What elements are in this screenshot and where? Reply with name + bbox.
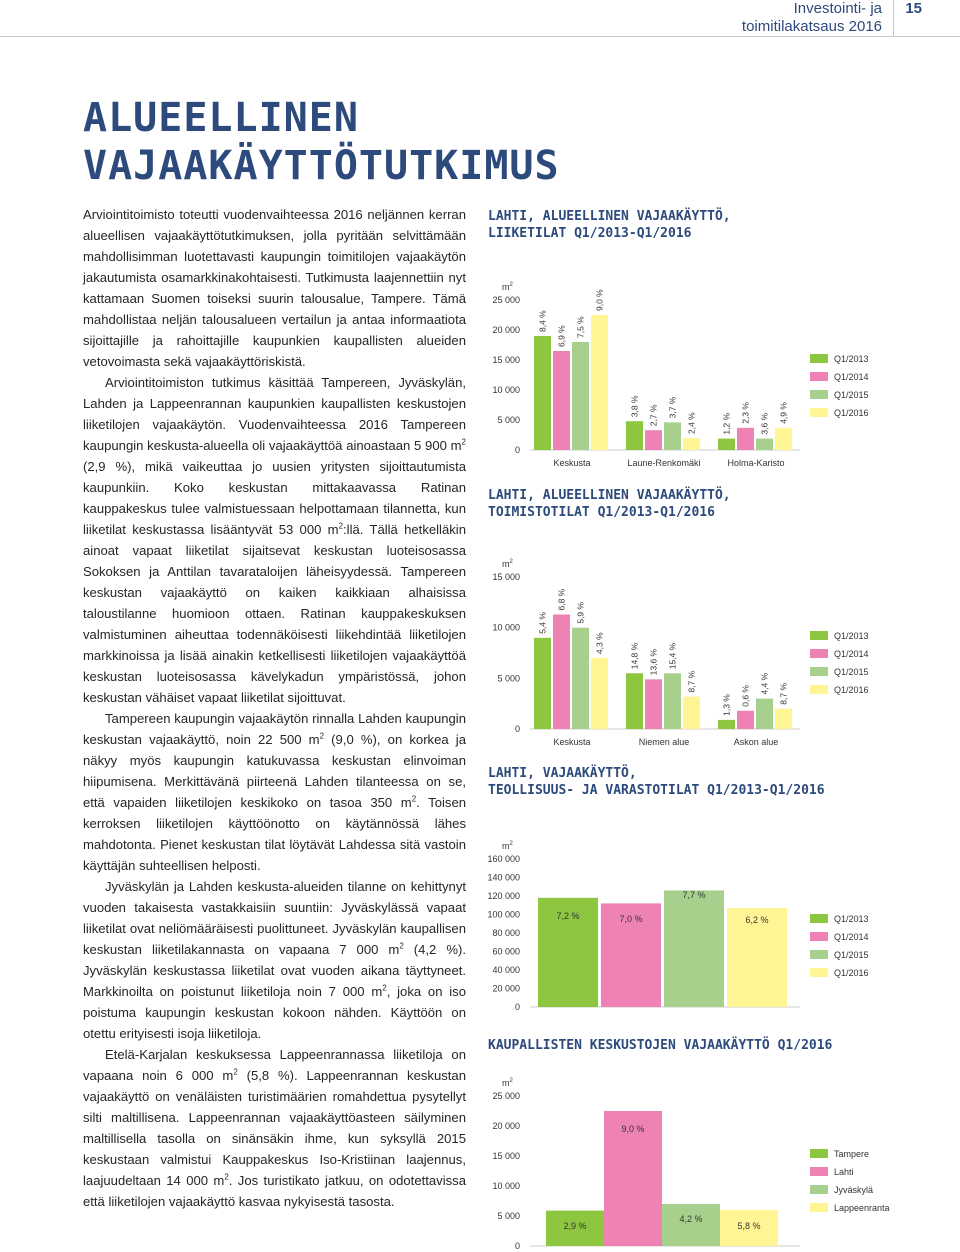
chart-title-line2: TOIMISTOTILAT Q1/2013-Q1/2016 xyxy=(488,505,715,520)
data-label: 8,7 % xyxy=(686,670,697,693)
legend-swatch xyxy=(810,914,828,923)
bar xyxy=(572,342,589,450)
bar xyxy=(534,336,551,450)
data-label: 1,3 % xyxy=(721,694,732,716)
legend-label: Q1/2015 xyxy=(834,667,869,677)
data-label: 5,4 % xyxy=(537,612,548,634)
x-category-label: Laune-Renkomäki xyxy=(627,458,701,468)
y-tick-label: 15 000 xyxy=(492,1151,520,1161)
y-tick-label: 15 000 xyxy=(492,355,520,365)
chart-title-line1: LAHTI, ALUEELLINEN VAJAAKÄYTTÖ, xyxy=(488,209,731,224)
data-label: 4,9 % xyxy=(778,402,789,424)
data-label: 2,9 % xyxy=(563,1221,587,1231)
page-title xyxy=(83,94,783,190)
chart-svg xyxy=(488,1054,908,1250)
y-unit-label: $m^2$ xyxy=(502,559,513,569)
legend-swatch xyxy=(810,1203,828,1212)
superscript: 2 xyxy=(319,731,325,741)
data-label: 9,0 % xyxy=(621,1124,645,1134)
legend-label: Lahti xyxy=(834,1167,854,1177)
header-divider xyxy=(0,36,960,37)
publication-title xyxy=(742,0,882,36)
bar xyxy=(664,422,681,450)
y-tick-label: 0 xyxy=(514,1002,520,1012)
y-tick-label: 25 000 xyxy=(492,1091,520,1101)
legend-label: Tampere xyxy=(834,1149,870,1159)
bar xyxy=(591,658,608,729)
y-tick-label: 160 000 xyxy=(487,854,520,864)
legend-label: Q1/2015 xyxy=(834,390,869,400)
y-tick-label: 15 000 xyxy=(492,572,520,582)
y-unit-label: $m^2$ xyxy=(502,282,513,292)
data-label: 5,8 % xyxy=(737,1221,761,1231)
paragraph-2 xyxy=(83,372,466,708)
data-label: 3,6 % xyxy=(759,412,770,435)
bar xyxy=(645,430,662,450)
bar xyxy=(553,614,570,729)
superscript: 2 xyxy=(382,983,387,993)
y-tick-label: 0 xyxy=(514,445,520,455)
y-tick-label: 5 000 xyxy=(497,1211,520,1221)
y-tick-label: 40 000 xyxy=(492,965,520,975)
chart-industrial-vacancy xyxy=(487,765,908,1012)
data-label: 7,0 % xyxy=(619,914,643,924)
superscript: 2 xyxy=(399,941,404,951)
legend-swatch xyxy=(810,631,828,640)
y-tick-label: 10 000 xyxy=(492,1181,520,1191)
paragraph-5 xyxy=(83,1044,466,1212)
legend-label: Q1/2013 xyxy=(834,354,869,364)
y-unit-label: $m^2$ xyxy=(502,841,513,851)
x-category-label: Holma-Karisto xyxy=(727,458,785,468)
paragraph-3 xyxy=(83,708,466,876)
chart-title-line2: TEOLLISUUS- JA VARASTOTILAT Q1/2013-Q1/2016 xyxy=(488,783,825,798)
bar xyxy=(662,1204,720,1246)
legend-swatch xyxy=(810,685,828,694)
y-tick-label: 10 000 xyxy=(492,385,520,395)
x-category-label: Askon alue xyxy=(733,737,779,747)
chart-city-centre-vacancy xyxy=(488,1037,908,1250)
paragraph-2-part-b: (2,9 %), mikä vaikeuttaa jo uusien yritysten sijoittautumista kaupunkiin. Koko keskustan mittakaavassa Ratinan kauppakeskus tulee valmistuessaan helpottamaan tilannetta, kun liiketilat keskustassa lisääntyvät 53 000 m xyxy=(83,459,466,537)
article-body xyxy=(83,204,466,1212)
y-tick-label: 20 000 xyxy=(492,1121,520,1131)
y-tick-label: 140 000 xyxy=(487,872,520,883)
y-tick-label: 100 000 xyxy=(487,909,520,920)
chart-svg xyxy=(488,521,908,747)
bar xyxy=(645,679,662,729)
publication-title-line1: Investointi- ja xyxy=(793,0,882,17)
data-label: 7,5 % xyxy=(575,316,586,338)
y-tick-label: 5 000 xyxy=(497,415,520,425)
chart-office-vacancy xyxy=(488,487,908,747)
legend-label: Jyväskylä xyxy=(834,1185,874,1195)
paragraph-5-part-a: Etelä-Karjalan keskuksessa Lappeenrannassa liiketiloja on vapaana noin 6 000 m xyxy=(83,1047,466,1083)
bar xyxy=(683,438,700,450)
data-label: 13,6 % xyxy=(648,648,659,676)
x-category-label: Keskusta xyxy=(553,458,591,468)
paragraph-4-part-c: , joka on iso poistuma kaupungin keskustan kokoon nähden. Käyttöön on otettu erityisesti isoja liiketiloja. xyxy=(83,984,467,1041)
bar xyxy=(775,709,792,729)
legend-swatch xyxy=(810,1149,828,1158)
data-label: 5,9 % xyxy=(575,601,586,624)
data-label: 9,0 % xyxy=(594,289,605,311)
legend-swatch xyxy=(810,667,828,676)
legend-label: Q1/2016 xyxy=(834,408,869,418)
y-unit-label: $m^2$ xyxy=(502,1078,513,1088)
y-tick-label: 60 000 xyxy=(492,946,520,957)
page-title-line2: VAJAAKÄYTTÖTUTKIMUS xyxy=(83,143,560,189)
chart-retail-vacancy xyxy=(488,208,908,468)
x-category-label: Keskusta xyxy=(553,737,591,747)
bar xyxy=(664,673,681,729)
paragraph-5-part-b: (5,8 %). Lappeenrannan keskustan vajaakäyttö on venäläisten turistimäärien romahdettua pysytellyt silti maltillisena. Lappeenrannan vajaakäyttöasteen säilyminen maltillisella tasolla on sinänsäkin ihme, kun syksyllä 2015 keskustaan valmistui Kauppakeskus Iso-Kristiinan laajennus, laajuudeltaan 14 000 m xyxy=(83,1068,466,1188)
bar xyxy=(591,315,608,450)
paragraph-3-part-b: (9,0 %), on korkea ja näkyy myös kaupungin katukuvassa keskustan elinvoiman hiipumisena. Merkittävänä piirteenä Lahden tilanteessa on se, että vapaiden liiketilojen keskikoko on tasoa 350 m xyxy=(83,732,466,810)
paragraph-3-part-c: . Toisen kerroksen liiketilojen käyttöönotto on käytännössä lähes mahdotonta. Pienet keskustan tilat löytävät Lahdessa sitä vastoin käyttäjän suhteellisen helposti. xyxy=(83,795,467,873)
data-label: 14,8 % xyxy=(629,642,640,670)
legend-swatch xyxy=(810,372,828,381)
bar xyxy=(737,711,754,729)
legend-label: Q1/2014 xyxy=(834,649,869,659)
y-tick-label: 80 000 xyxy=(492,928,520,938)
data-label: 4,3 % xyxy=(594,632,605,655)
data-label: 1,2 % xyxy=(721,412,732,435)
legend-label: Q1/2015 xyxy=(834,950,869,960)
page-title-line1: ALUEELLINEN xyxy=(83,95,359,141)
data-label: 3,8 % xyxy=(629,395,640,418)
y-tick-label: 120 000 xyxy=(487,891,520,901)
y-tick-label: 20 000 xyxy=(492,983,520,994)
legend-swatch xyxy=(810,649,828,658)
data-label: 6,9 % xyxy=(556,325,567,347)
page-number: 15 xyxy=(905,0,922,17)
legend-swatch xyxy=(810,390,828,399)
legend-swatch xyxy=(810,354,828,363)
legend-swatch xyxy=(810,932,828,941)
data-label: 7,7 % xyxy=(682,890,706,900)
legend-swatch xyxy=(810,1185,828,1194)
legend-swatch xyxy=(810,1167,828,1176)
chart-title-line2: LIIKETILAT Q1/2013-Q1/2016 xyxy=(488,226,692,241)
data-label: 8,7 % xyxy=(778,682,789,705)
data-label: 7,2 % xyxy=(556,911,580,921)
paragraph-2-part-a: Arviointitoimiston tutkimus käsittää Tampereen, Jyväskylän, Lahden ja Lappeenrannan kaupunkien kaupallisten keskustojen liiketilojen vajaakäytön. Vuodenvaihteessa 2016 Tampereen kaupungin keskusta-alueella oli vajaakäyttöä ainoastaan 5 900 m xyxy=(83,375,466,453)
data-label: 0,6 % xyxy=(740,685,751,707)
page-header xyxy=(0,0,960,40)
chart-svg xyxy=(487,799,908,1012)
data-label: 2,7 % xyxy=(648,404,659,427)
bar xyxy=(756,439,773,450)
bar xyxy=(737,428,754,450)
paragraph-1: Arviointitoimisto toteutti vuodenvaihteessa 2016 neljännen kerran alueellisen vajaakäyttötutkimuksen, jolla pyritään selvittämään mahdollisimman luotettavasti kaupungin toimitilojen vajaakäytön jakautumista osamarkkinakohtaisesti. Tutkimusta laajennettiin nyt kattamaan Suomen toiseksi suurin talousalue, Tampere. Tämä mahdollistaa neljän talousalueen vertailun ja antaa informaatiota sijoittajille ja rahoittajille kaupunkien kaupallisten alueiden vetovoimasta sekä vajaakäyttöriskistä. xyxy=(83,207,466,369)
legend-label: Q1/2016 xyxy=(834,685,869,695)
chart-title xyxy=(488,487,908,521)
publication-title-line2: toimitilakatsaus 2016 xyxy=(741,18,882,35)
superscript: 2 xyxy=(233,1067,238,1077)
bar xyxy=(775,428,792,450)
data-label: 6,8 % xyxy=(556,588,567,611)
bar xyxy=(626,673,643,729)
data-label: 3,7 % xyxy=(667,396,678,419)
bar xyxy=(534,638,551,729)
header-vertical-divider xyxy=(893,0,894,36)
paragraph-5-part-c: . Jos turistikato jatkuu, on odotettavissa että liiketilojen vajaakäyttö kasvaa nykyisestä tasosta. xyxy=(83,1173,466,1209)
bar xyxy=(718,439,735,450)
chart-title xyxy=(488,765,908,799)
data-label: 2,4 % xyxy=(686,412,697,434)
legend-label: Q1/2013 xyxy=(834,631,869,641)
x-category-label: Niemen alue xyxy=(638,737,690,747)
paragraph-4 xyxy=(83,876,466,1044)
paragraph-4-part-a: Jyväskylän ja Lahden keskusta-alueiden tilanne on kehittynyt vuoden takaisesta vastakkaisiin suuntiin: Jyväskylässä vapaat liiketilat ovat neliömääräisesti puolittuneet. Jyväskylän kaupallisen keskustan liiketilakannasta on vapaana 7 000 m xyxy=(83,879,466,957)
superscript: 2 xyxy=(411,794,417,804)
y-tick-label: 10 000 xyxy=(492,622,520,633)
bar xyxy=(718,720,735,729)
chart-title xyxy=(488,1037,908,1054)
chart-title-line1: LAHTI, ALUEELLINEN VAJAAKÄYTTÖ, xyxy=(488,488,731,503)
legend-swatch xyxy=(810,408,828,417)
bar xyxy=(572,628,589,729)
y-tick-label: 0 xyxy=(514,724,520,734)
data-label: 4,4 % xyxy=(759,672,770,695)
chart-title-line1: KAUPALLISTEN KESKUSTOJEN VAJAAKÄYTTÖ Q1/2016 xyxy=(488,1038,833,1053)
bar xyxy=(553,351,570,450)
legend-label: Q1/2014 xyxy=(834,372,869,382)
paragraph-2-part-c: :llä. Tällä hetkelläkin ainoat vapaat liiketilat sijaitsevat keskustan luoteisosassa Sokoksen ja Anttilan tavarataloijen läheisyydessä. Tampereen keskustan vajaakäyttö on kaiken kaikkiaan alhaisissa taloustilanne huomioon ottaen. Ratinan kauppakeskuksen valmistuminen aiheuttaa todennäköisesti liikehdintää liiketilojen markkinoissa ja lisää ainakin ketkellisesti liiketilojen vajaakäyttöä keskustan luoteisosassa kävelykadun ympäristössä, johon keskustan vähäiset vapaat liiketilat sijoittuvat. xyxy=(83,522,466,705)
paragraph-3-part-a: Tampereen kaupungin vajaakäytön rinnalla Lahden kaupungin keskustan vajaakäyttö, noin 22 500 m xyxy=(83,711,466,747)
superscript: 2 xyxy=(338,521,344,531)
legend-label: Q1/2013 xyxy=(834,914,869,924)
paragraph-4-part-b: (4,2 %). Jyväskylän keskustassa liiketilat ovat vuoden aikana täyttyneet. Markkinoilta on poistunut liiketiloja noin 7 000 m xyxy=(83,942,466,999)
bar xyxy=(683,697,700,729)
data-label: 6,2 % xyxy=(745,915,769,925)
data-label: 15,4 % xyxy=(667,642,678,670)
legend-swatch xyxy=(810,950,828,959)
data-label: 8,4 % xyxy=(537,310,548,332)
legend-label: Q1/2016 xyxy=(834,968,869,978)
legend-label: Q1/2014 xyxy=(834,932,869,942)
chart-svg xyxy=(488,242,908,468)
legend-swatch xyxy=(810,968,828,977)
y-tick-label: 5 000 xyxy=(497,673,520,684)
y-tick-label: 20 000 xyxy=(492,325,520,335)
legend-label: Lappeenranta xyxy=(834,1203,890,1213)
bar xyxy=(626,421,643,450)
superscript: 2 xyxy=(461,437,466,447)
data-label: 2,3 % xyxy=(740,402,751,424)
y-tick-label: 0 xyxy=(514,1241,520,1251)
data-label: 4,2 % xyxy=(679,1214,703,1224)
bar xyxy=(664,890,724,1007)
chart-title-line1: LAHTI, VAJAAKÄYTTÖ, xyxy=(488,766,637,781)
superscript: 2 xyxy=(224,1172,229,1182)
chart-title xyxy=(488,208,908,242)
bar xyxy=(756,699,773,729)
y-tick-label: 25 000 xyxy=(492,295,520,305)
